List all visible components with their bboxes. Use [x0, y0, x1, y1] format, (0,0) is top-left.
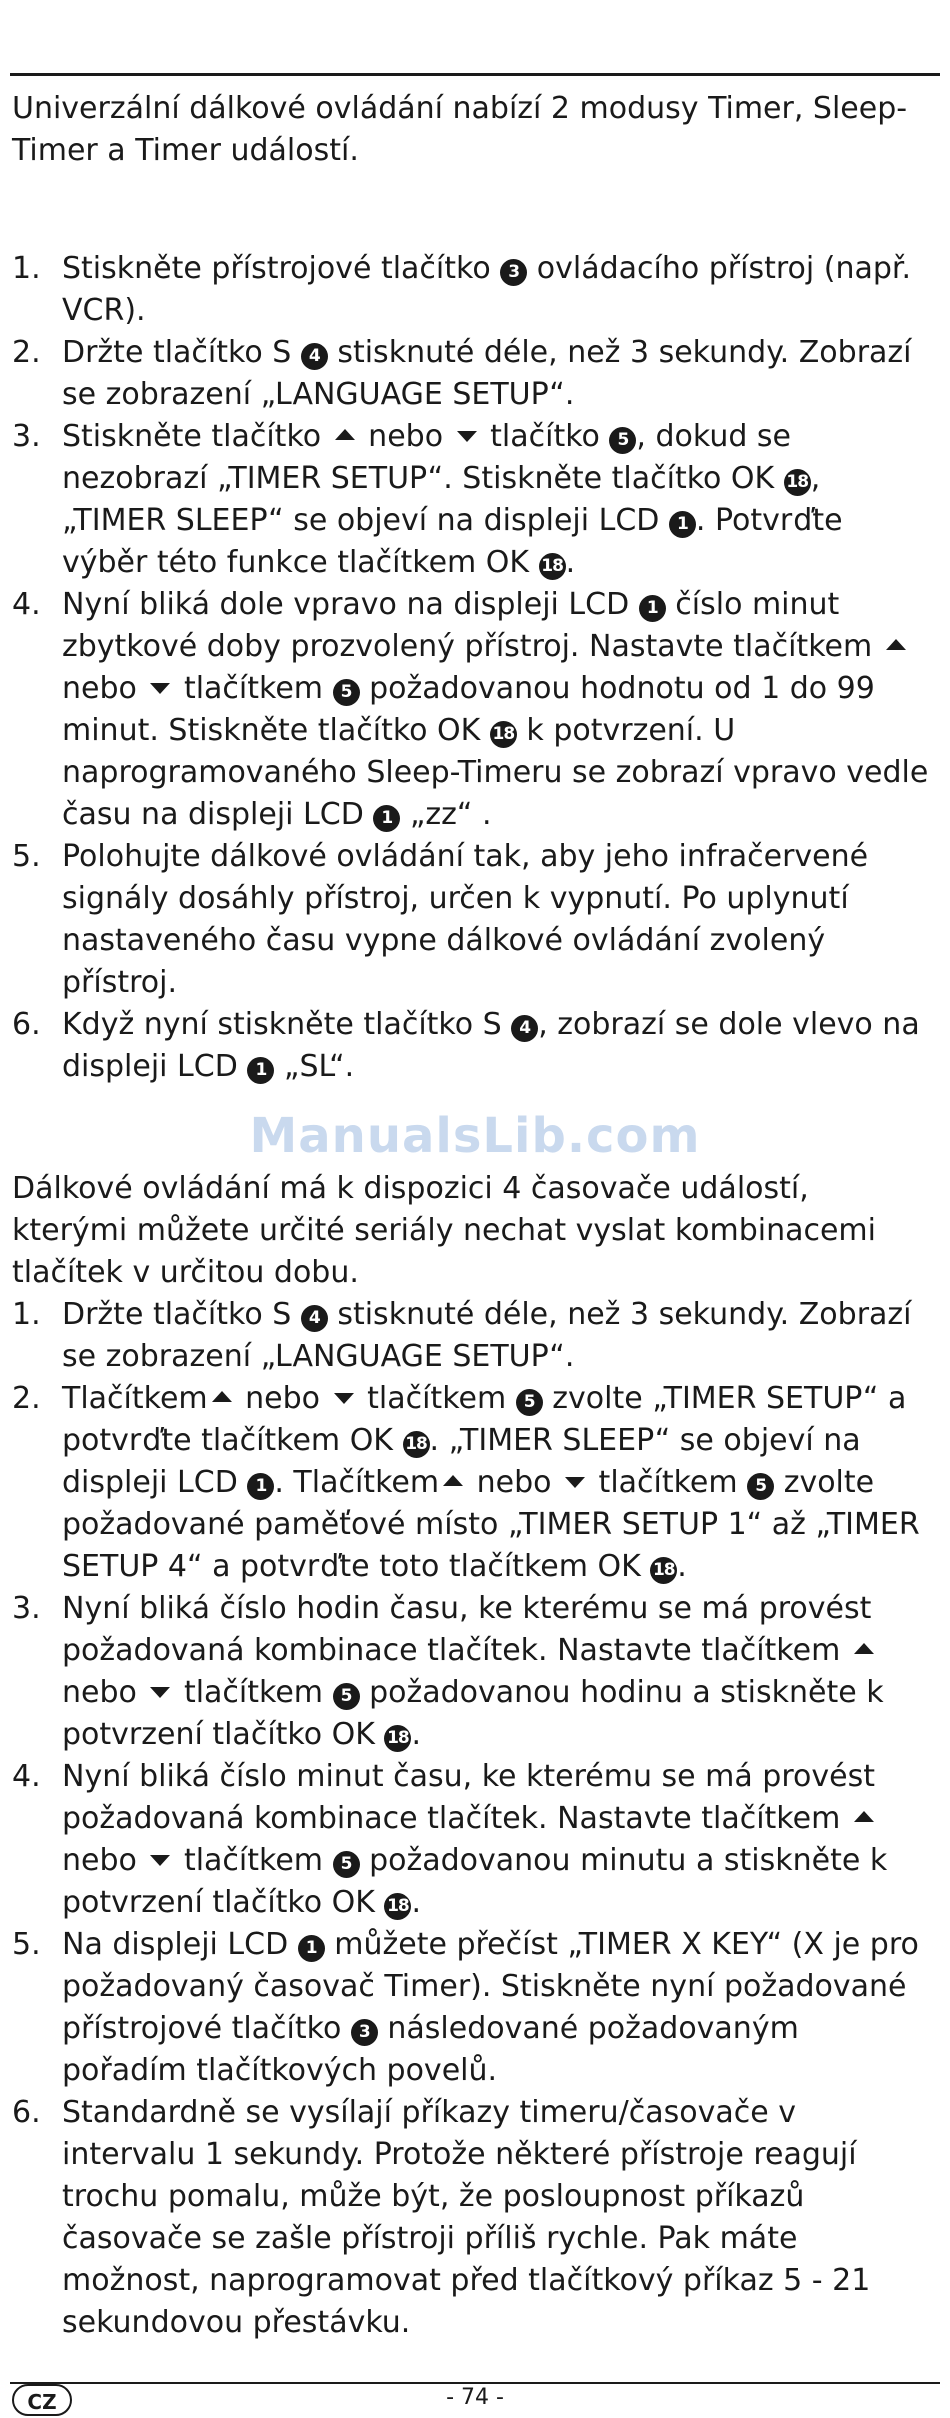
step-number: 2. [12, 1381, 41, 1416]
circle-5-icon: 5 [333, 1851, 360, 1878]
list-item: 4. Nyní bliká číslo minut času, ke kterému se má provést požadovaná kombinace tlačítek. Nastavte tlačítkem nebo tlačítkem 5 požadovanou minutu a stiskněte k potvrzení tlačítko OK 18. [12, 1756, 932, 1924]
circle-4-icon: 4 [301, 1305, 328, 1332]
arrow-down-icon [565, 1477, 585, 1488]
arrow-up-icon [886, 639, 906, 650]
circle-1-icon: 1 [247, 1473, 274, 1500]
list-item: 6. Standardně se vysílají příkazy timeru/časovače v intervalu 1 sekundy. Protože některé přístroje reagují trochu pomalu, může být, že posloupnost příkazů časovače se zašle přístroji příliš rychle. Pak máte možnost, naprogramovat před tlačítkový příkaz 5 - 21 sekundovou přestávku. [12, 2092, 932, 2344]
arrow-up-icon [212, 1391, 232, 1402]
sleep-timer-steps [12, 248, 932, 1088]
step-number: 3. [12, 1591, 41, 1626]
list-item: 2. Držte tlačítko S 4 stisknuté déle, než 3 sekundy. Zobrazí se zobrazení „LANGUAGE SETUP“. [12, 332, 932, 416]
circle-1-icon: 1 [639, 595, 666, 622]
circle-18-icon: 18 [784, 469, 811, 496]
step-number: 4. [12, 587, 41, 622]
event-timer-intro: Dálkové ovládání má k dispozici 4 časovače událostí, kterými můžete určité seriály nechat vyslat kombinacemi tlačítek v určitou dobu. [12, 1171, 876, 1290]
watermark: ManualsLib.com [249, 1108, 701, 1164]
circle-18-icon: 18 [384, 1893, 411, 1920]
circle-5-icon: 5 [333, 679, 360, 706]
country-badge: CZ [12, 2384, 72, 2416]
circle-1-icon: 1 [298, 1935, 325, 1962]
step-number: 2. [12, 335, 41, 370]
circle-5-icon: 5 [333, 1683, 360, 1710]
circle-4-icon: 4 [511, 1015, 538, 1042]
circle-18-icon: 18 [650, 1557, 677, 1584]
circle-18-icon: 18 [539, 553, 566, 580]
circle-3-icon: 3 [500, 259, 527, 286]
circle-5-icon: 5 [516, 1389, 543, 1416]
list-item: 3. Nyní bliká číslo hodin času, ke kterému se má provést požadovaná kombinace tlačítek. Nastavte tlačítkem nebo tlačítkem 5 požadovanou hodinu a stiskněte k potvrzení tlačítko OK 18. [12, 1588, 932, 1756]
circle-4-icon: 4 [301, 343, 328, 370]
list-item: 1. Držte tlačítko S 4 stisknuté déle, než 3 sekundy. Zobrazí se zobrazení „LANGUAGE SETUP“. [12, 1294, 932, 1378]
arrow-down-icon [150, 683, 170, 694]
circle-5-icon: 5 [747, 1473, 774, 1500]
step-number: 5. [12, 1927, 41, 1962]
step-number: 6. [12, 1007, 41, 1042]
circle-3-icon: 3 [351, 2019, 378, 2046]
step-number: 5. [12, 839, 41, 874]
circle-1-icon: 1 [373, 805, 400, 832]
circle-18-icon: 18 [384, 1725, 411, 1752]
list-item: 5. Polohujte dálkové ovládání tak, aby jeho infračervené signály dosáhly přístroj, určen k vypnutí. Po uplynutí nastaveného času vypne dálkové ovládání zvolený přístroj. [12, 836, 932, 1004]
arrow-down-icon [150, 1687, 170, 1698]
arrow-up-icon [335, 429, 355, 440]
step-number: 4. [12, 1759, 41, 1794]
circle-18-icon: 18 [490, 721, 517, 748]
list-item: 5. Na displeji LCD 1 můžete přečíst „TIMER X KEY“ (X je pro požadovaný časovač Timer). Stiskněte nyní požadované přístrojové tlačítko 3 následované požadovaným pořadím tlačítkových povelů. [12, 1924, 932, 2092]
circle-18-icon: 18 [403, 1431, 430, 1458]
arrow-down-icon [334, 1393, 354, 1404]
arrow-down-icon [457, 431, 477, 442]
arrow-down-icon [150, 1855, 170, 1866]
arrow-up-icon [443, 1475, 463, 1486]
step-number: 1. [12, 251, 41, 286]
arrow-up-icon [854, 1811, 874, 1822]
step-number: 3. [12, 419, 41, 454]
list-item: 4. Nyní bliká dole vpravo na displeji LCD 1 číslo minut zbytkové doby prozvolený přístroj. Nastavte tlačítkem nebo tlačítkem 5 požadovanou hodnotu od 1 do 99 minut. Stiskněte tlačítko OK 18 k potvrzení. U naprogramovaného Sleep-Timeru se zobrazí vpravo vedle času na displeji LCD 1 „zz“ . [12, 584, 932, 836]
list-item: 2. Tlačítkem nebo tlačítkem 5 zvolte „TIMER SETUP“ a potvrďte tlačítkem OK 18. „TIMER SLEEP“ se objeví na displeji LCD 1 . Tlačítkem nebo tlačítkem 5 zvolte požadované paměťové místo „TIMER SETUP 1“ až „TIMER SETUP 4“ a potvrďte toto tlačítkem OK 18. [12, 1378, 932, 1588]
page-number: - 74 - [446, 2385, 504, 2410]
step-number: 6. [12, 2095, 41, 2130]
circle-1-icon: 1 [247, 1057, 274, 1084]
circle-5-icon: 5 [609, 427, 636, 454]
event-timer-steps [12, 1294, 932, 2344]
intro-paragraph: Univerzální dálkové ovládání nabízí 2 modusy Timer, Sleep-Timer a Timer událostí. [12, 91, 908, 168]
step-number: 1. [12, 1297, 41, 1332]
list-item: 3. Stiskněte tlačítko nebo tlačítko 5 , dokud se nezobrazí „TIMER SETUP“. Stiskněte tlačítko OK 18, „TIMER SLEEP“ se objeví na displeji LCD 1 . Potvrďte výběr této funkce tlačítkem OK 18. [12, 416, 932, 584]
top-rule [10, 73, 940, 76]
circle-1-icon: 1 [669, 511, 696, 538]
list-item: 6. Když nyní stiskněte tlačítko S 4 , zobrazí se dole vlevo na displeji LCD 1 „SL“. [12, 1004, 932, 1088]
list-item: 1. Stiskněte přístrojové tlačítko 3 ovládacího přístroj (např. VCR). [12, 248, 932, 332]
arrow-up-icon [854, 1643, 874, 1654]
